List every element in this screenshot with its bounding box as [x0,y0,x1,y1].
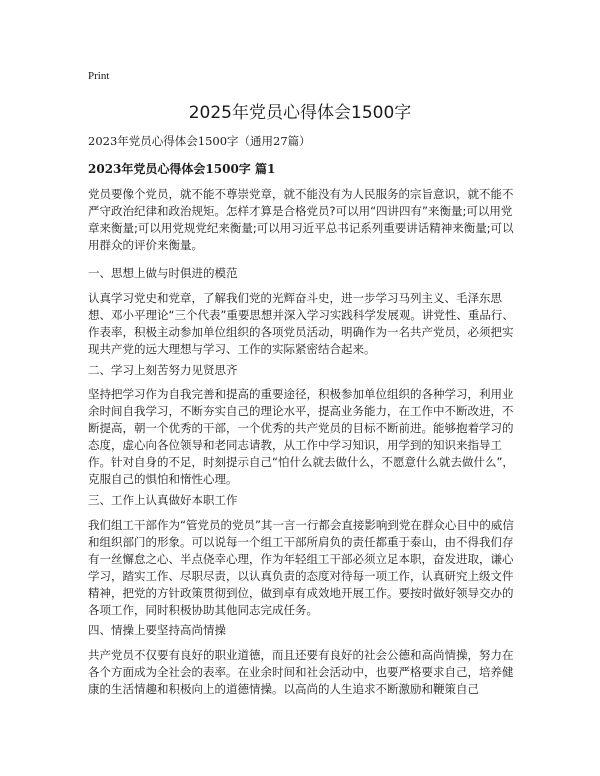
section-heading-2: 二、学习上刻苦努力见贤思齐 [88,363,238,377]
section-heading-4: 四、情操上要坚持高尚情操 [88,623,226,637]
section-body-2: 坚持把学习作为自我完善和提高的重要途径，积极参加单位组织的各种学习，利用业余时间自我学习，不断夯实自己的理论水平，提高业务能力，在工作中不断改进，不断提高，朝一个优秀的干部，一个优秀的共产党员的目标不断前进。能够抱着学习的态度，虚心向各位领导和老同志请教，从工作中学习知识，用学到的知识来指导工作。针对自身的不足，时刻提示自己“怕什么就去做什么，不愿意什么就去做什么”，克服自己的惧怕和惰性心理。 [88,387,514,486]
section-body-1: 认真学习党史和党章，了解我们党的光辉奋斗史，进一步学习马列主义、毛泽东思想、邓小平理论“三个代表”重要思想并深入学习实践科学发展观。讲党性、重品行、作表率，积极主动参加单位组织的各项党员活动，明确作为一名共产党员，必须把实现共产党的远大理想与学习、工作的实际紧密结合起来。 [88,291,514,356]
document-title: 2025年党员心得体会1500字 [188,103,412,123]
section-body-4: 共产党员不仅要有良好的职业道德，而且还要有良好的社会公德和高尚情操，努力在各个方面成为全社会的表率。在业余时间和社会活动中，也要严格要求自己，培养健康的生活情趣和积极向上的道德情操。以高尚的人生追求不断激励和鞭策自己 [88,648,514,696]
section-heading-3: 三、工作上认真做好本职工作 [88,493,238,507]
section-body-3: 我们组工干部作为“管党员的党员”其一言一行都会直接影响到党在群众心目中的威信和组织部门的形象。可以说每一个组工干部所肩负的责任都重于泰山，由不得我们存有一丝懈怠之心、半点侥幸心理，作为年轻组工干部必须立足本职，奋发进取，谦心学习，踏实工作、尽职尽责，以认真负责的态度对待每一项工作，认真研究上级文件精神，把党的方针政策贯彻到位，做到卓有成效地开展工作。要按时做好领导交办的各项工作，同时积极协助其他同志完成任务。 [88,518,514,617]
section-heading-1: 一、思想上做与时俱进的模范 [88,266,238,280]
article-heading: 2023年党员心得体会1500字 篇1 [88,162,276,176]
document-subtitle: 2023年党员心得体会1500字（通用27篇） [88,134,311,148]
print-label: Print [88,70,110,82]
intro-paragraph: 党员要像个党员，就不能不尊崇党章，就不能没有为人民服务的宗旨意识，就不能不严守政治纪律和政治规矩。怎样才算是合格党员?可以用“四讲四有”来衡量;可以用党章来衡量;可以用党规党纪来衡量;可以用习近平总书记系列重要讲话精神来衡量;可以用群众的评价来衡量。 [88,187,514,252]
